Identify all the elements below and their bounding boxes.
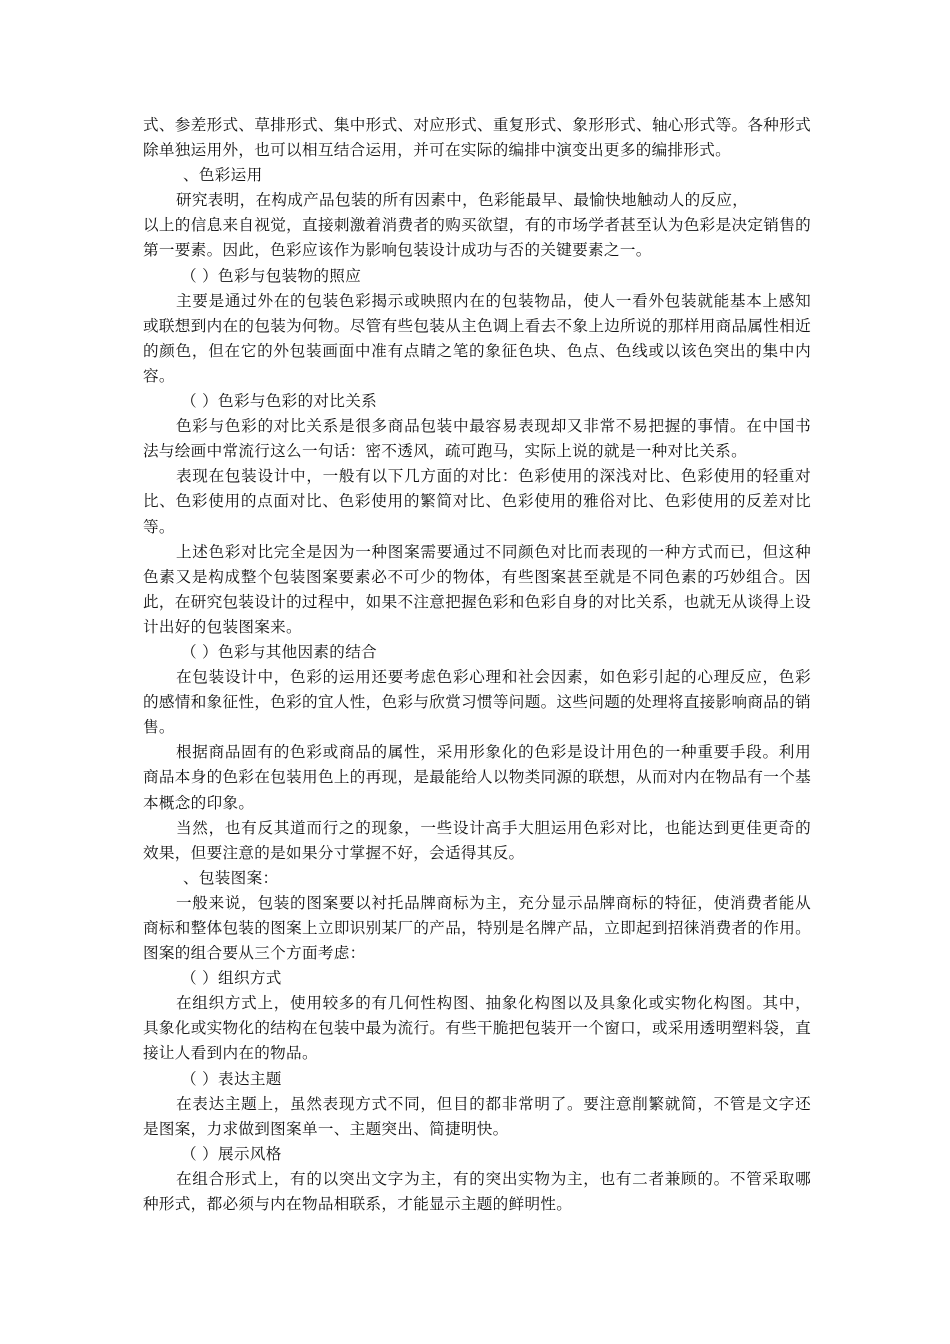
paragraph: 上述色彩对比完全是因为一种图案需要通过不同颜色对比而表现的一种方式而已，但这种色素又是构成整个包装图案要素必不可少的物体，有些图案甚至就是不同色素的巧妙组合。因此，在研究包装设计的过程中，如果不注意把握色彩和色彩自身的对比关系，也就无从谈得上设计出好的包装图案来。 — [143, 542, 811, 636]
paragraph: 一般来说，包装的图案要以衬托品牌商标为主，充分显示品牌商标的特征，使消费者能从商标和整体包装的图案上立即识别某厂的产品，特别是名牌产品，立即起到招徕消费者的作用。图案的组合要从三个方面考虑： — [143, 893, 811, 963]
subsection-heading: （ ）组织方式 — [181, 969, 282, 988]
paragraph: 主要是通过外在的包装色彩揭示或映照内在的包装物品，使人一看外包装就能基本上感知或联想到内在的包装为何物。尽管有些包装从主色调上看去不象上边所说的那样用商品属性相近的颜色，但在它的外包装画面中准有点睛之笔的象征色块、色点、色线或以该色突出的集中内容。 — [143, 291, 811, 385]
subsection-heading: （ ）色彩与色彩的对比关系 — [181, 392, 377, 411]
paragraph: 在组合形式上，有的以突出文字为主，有的突出实物为主，也有二者兼顾的。不管采取哪种形式，都必须与内在物品相联系，才能显示主题的鲜明性。 — [143, 1169, 811, 1214]
paragraph: 根据商品固有的色彩或商品的属性，采用形象化的色彩是设计用色的一种重要手段。利用商品本身的色彩在包装用色上的再现，是最能给人以物类同源的联想，从而对内在物品有一个基本概念的印象。 — [143, 743, 811, 812]
paragraph: 研究表明，在构成产品包装的所有因素中，色彩能最早、最愉快地触动人的反应， — [176, 191, 749, 210]
subsection-heading: （ ）表达主题 — [181, 1069, 282, 1088]
section-heading: 、包装图案： — [183, 868, 279, 887]
paragraph: 在包装设计中，色彩的运用还要考虑色彩心理和社会因素，如色彩引起的心理反应，色彩的感情和象征性，色彩的宜人性，色彩与欣赏习惯等问题。这些问题的处理将直接影响商品的销售。 — [143, 668, 811, 737]
paragraph: 当然，也有反其道而行之的现象，一些设计高手大胆运用色彩对比，也能达到更佳更奇的效果，但要注意的是如果分寸掌握不好，会适得其反。 — [143, 818, 811, 862]
document-page — [143, 113, 811, 1217]
paragraph: 色彩与色彩的对比关系是很多商品包装中最容易表现却又非常不易把握的事情。在中国书法与绘画中常流行这么一句话：密不透风，疏可跑马，实际上说的就是一种对比关系。 — [143, 417, 811, 461]
paragraph: 式、参差形式、草排形式、集中形式、对应形式、重复形式、象形形式、轴心形式等。各种形式除单独运用外，也可以相互结合运用，并可在实际的编排中演变出更多的编排形式。 — [143, 116, 811, 160]
paragraph: 在组织方式上，使用较多的有几何性构图、抽象化构图以及具象化或实物化构图。其中，具象化或实物化的结构在包装中最为流行。有些干脆把包装开一个窗口，或采用透明塑料袋，直接让人看到内在的物品。 — [143, 994, 811, 1063]
subsection-heading: （ ）色彩与其他因素的结合 — [181, 642, 377, 661]
subsection-heading: （ ）色彩与包装物的照应 — [181, 266, 362, 285]
paragraph: 以上的信息来自视觉，直接刺激着消费者的购买欲望，有的市场学者甚至认为色彩是决定销售的第一要素。因此，色彩应该作为影响包装设计成功与否的关键要素之一。 — [143, 216, 811, 260]
section-heading: 、色彩运用 — [183, 166, 263, 185]
paragraph: 表现在包装设计中，一般有以下几方面的对比：色彩使用的深浅对比、色彩使用的轻重对比、色彩使用的点面对比、色彩使用的繁简对比、色彩使用的雅俗对比、色彩使用的反差对比等。 — [143, 467, 811, 536]
paragraph: 在表达主题上，虽然表现方式不同，但目的都非常明了。要注意削繁就简，不管是文字还是图案，力求做到图案单一、主题突出、简捷明快。 — [143, 1094, 811, 1138]
subsection-heading: （ ）展示风格 — [181, 1144, 282, 1163]
